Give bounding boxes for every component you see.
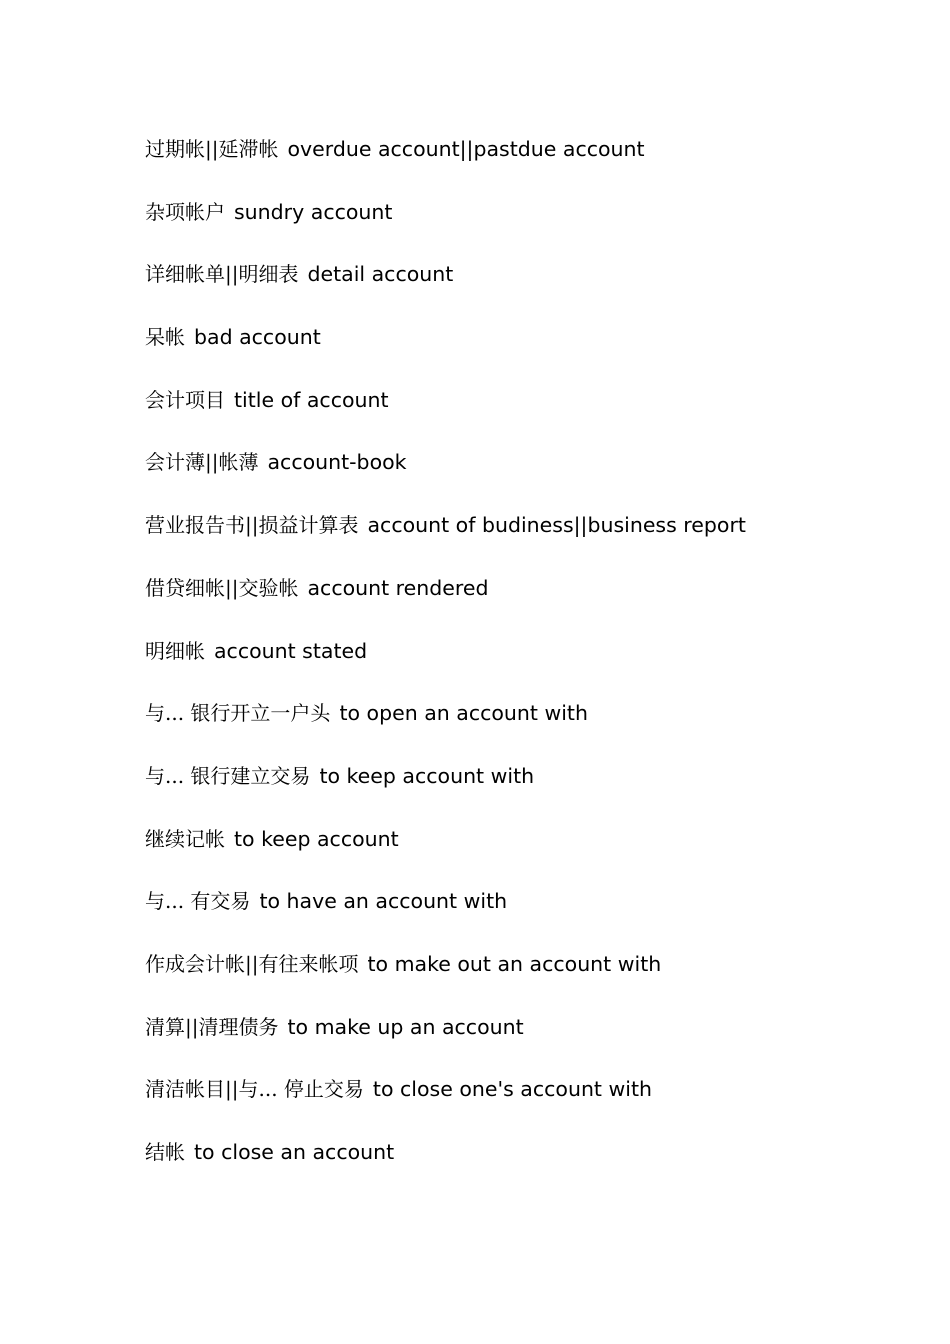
english-term: to open an account with bbox=[339, 701, 588, 726]
english-term: account rendered bbox=[307, 575, 489, 600]
glossary-entry bbox=[145, 946, 905, 1009]
english-term: bad account bbox=[194, 325, 321, 350]
english-term: to keep account bbox=[234, 826, 399, 851]
chinese-term: 会计薄||帐薄 bbox=[145, 450, 259, 475]
english-term: to keep account with bbox=[319, 763, 535, 788]
glossary-entry bbox=[145, 1009, 905, 1072]
chinese-term: 与... 银行开立一户头 bbox=[145, 701, 331, 726]
chinese-term: 与... 银行建立交易 bbox=[145, 763, 311, 788]
glossary-entry bbox=[145, 507, 905, 570]
english-term: to make up an account bbox=[287, 1014, 524, 1039]
chinese-term: 与... 有交易 bbox=[145, 889, 251, 914]
glossary-list bbox=[145, 131, 905, 1197]
english-term: account-book bbox=[267, 450, 407, 475]
glossary-entry bbox=[145, 256, 905, 319]
chinese-term: 过期帐||延滞帐 bbox=[145, 137, 279, 161]
chinese-term: 清算||清理债务 bbox=[145, 1014, 279, 1039]
glossary-entry bbox=[145, 758, 905, 821]
english-term: title of account bbox=[234, 387, 389, 412]
chinese-term: 明细帐 bbox=[145, 638, 205, 663]
chinese-term: 呆帐 bbox=[145, 325, 185, 350]
glossary-entry bbox=[145, 1071, 905, 1134]
english-term: to close one's account with bbox=[372, 1077, 652, 1102]
english-term: detail account bbox=[307, 262, 454, 287]
english-term: account of budiness||business report bbox=[367, 513, 746, 538]
chinese-term: 营业报告书||损益计算表 bbox=[145, 513, 359, 538]
chinese-term: 结帐 bbox=[145, 1140, 185, 1164]
glossary-entry bbox=[145, 883, 905, 946]
glossary-entry bbox=[145, 444, 905, 507]
chinese-term: 杂项帐户 bbox=[145, 199, 225, 224]
english-term: overdue account||pastdue account bbox=[287, 137, 645, 161]
glossary-entry bbox=[145, 319, 905, 382]
english-term: sundry account bbox=[234, 199, 393, 224]
glossary-entry bbox=[145, 194, 905, 257]
english-term: to close an account bbox=[194, 1140, 395, 1164]
chinese-term: 作成会计帐||有往来帐项 bbox=[145, 951, 359, 976]
glossary-entry bbox=[145, 633, 905, 696]
glossary-entry bbox=[145, 570, 905, 633]
glossary-entry bbox=[145, 1134, 905, 1197]
chinese-term: 会计项目 bbox=[145, 387, 225, 412]
glossary-entry bbox=[145, 821, 905, 884]
glossary-entry bbox=[145, 131, 905, 194]
english-term: to have an account with bbox=[259, 889, 508, 914]
chinese-term: 继续记帐 bbox=[145, 826, 225, 851]
glossary-entry bbox=[145, 382, 905, 445]
chinese-term: 清洁帐目||与... 停止交易 bbox=[145, 1077, 364, 1102]
chinese-term: 借贷细帐||交验帐 bbox=[145, 575, 299, 600]
english-term: account stated bbox=[214, 638, 368, 663]
glossary-entry bbox=[145, 695, 905, 758]
chinese-term: 详细帐单||明细表 bbox=[145, 262, 299, 287]
english-term: to make out an account with bbox=[367, 951, 662, 976]
